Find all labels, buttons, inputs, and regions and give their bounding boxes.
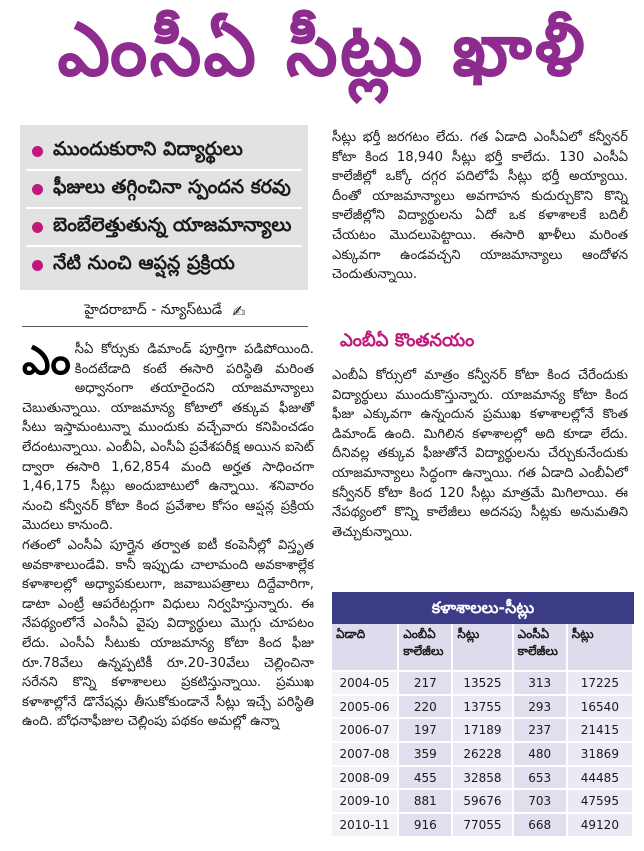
table-cell: 197 (398, 718, 452, 742)
table-cell: 703 (513, 789, 567, 813)
table-cell: 59676 (452, 789, 512, 813)
table-cell: 293 (513, 695, 567, 719)
table-cell: 668 (513, 813, 567, 836)
table-header-cell: ఏడాది (332, 624, 398, 671)
table-cell: 237 (513, 718, 567, 742)
table-title: కళాశాలలు-సీట్లు (332, 592, 634, 624)
highlights-box (20, 125, 308, 290)
table-cell: 455 (398, 766, 452, 790)
table-row (332, 813, 633, 836)
article-paragraph: ఎంబీఏ కోర్సులో మాత్రం కన్వీనర్ కోటా కింద చేరేందుకు విద్యార్థులు ముందుకొస్తున్నారు. యాజమాన్య కోటా కింద ఫీజు ఎక్కువగా ఉన్నందున ప్రముఖ కళాశాలల్లోనే కొంత డిమాండ్ ఉంది. మిగిలిన కళాశాలల్లో అది కూడా లేదు. దీనివల్ల తక్కువ ఫీజుతోనే విద్యార్థులను చేర్చుకునేందుకు యాజమాన్యాలు సిద్ధంగా ఉన్నాయి. గత ఏడాది ఎంబీఏలో కన్వీనర్ కోటా కింద 120 సీట్లు మాత్రమే మిగిలాయి. ఈ నేపథ్యంలో కొన్ని కాలేజీలు అదనపు సీట్లకు అనుమతిని తెచ్చుకున్నాయి. (332, 368, 628, 540)
table-cell: 32858 (452, 766, 512, 790)
article-right-column-top (332, 128, 628, 285)
table-row (332, 789, 633, 813)
highlight-text: బెంబేలెత్తుతున్న యాజమాన్యాలు (53, 213, 292, 236)
colleges-seats-table (332, 592, 634, 836)
table-header-cell: ఎంసీఏ కాలేజీలు (513, 624, 567, 671)
table-cell: 13755 (452, 695, 512, 719)
table-cell: 26228 (452, 742, 512, 766)
article-paragraph: సీఏ కోర్సుకు డిమాండ్ పూర్తిగా పడిపోయింది. కిందటేడాది కంటే ఈసారి పరిస్థితి మరింత అధ్వానంగా తయారైందని యాజమాన్యాలు చెబుతున్నాయి. యాజమాన్య కోటాలో తక్కువ ఫీజుతో సీటు ఇస్తామంటున్నా ముందుకు వచ్చేవారు కనిపించడం లేదంటున్నాయి. ఎంబీఏ, ఎంసీఏ ప్రవేశపరీక్ష అయిన ఐసెట్ ద్వారా ఈసారి 1,62,854 మంది అర్హత సాధించగా 1,46,175 సీట్లు అందుబాటులో ఉన్నాయి. శనివారం నుంచి కన్వీనర్ కోటా కింద ప్రవేశాల కోసం ఆప్షన్ల ప్రక్రియ మొదలు కానుంది. (22, 342, 314, 534)
table-cell: 44485 (567, 766, 633, 790)
highlight-item (26, 247, 302, 283)
table-cell: 13525 (452, 671, 512, 695)
bullet-dot-icon (32, 260, 43, 271)
table-cell: 31869 (567, 742, 633, 766)
table-row (332, 718, 633, 742)
bullet-dot-icon (32, 222, 43, 233)
table-row (332, 671, 633, 695)
table-cell: 2009-10 (332, 789, 398, 813)
table-cell: 881 (398, 789, 452, 813)
bullet-dot-icon (32, 184, 43, 195)
table-cell: 2005-06 (332, 695, 398, 719)
highlight-text: నేటి నుంచి ఆప్షన్ల ప్రక్రియ (53, 251, 235, 274)
article-paragraph: సీట్లు భర్తీ జరగటం లేదు. గత ఏడాది ఎంసీఏలో కన్వీనర్ కోటా కింద 18,940 సీట్లు భర్తీ కాలేదు. 130 ఎంసీఏ కాలేజీల్లో ఒక్కో దగ్గర పదిలోపే సీట్లు భర్తీ అయ్యాయి. దీంతో యాజమాన్యాలు అవగాహన కుదుర్చుకొని కొన్ని కాలేజీల్లోని విద్యార్థులను ఏదో ఒక కళాశాలకే బదిలీ చేయటం మొదలుపెట్టాయి. ఈసారి ఖాళీలు మరింత ఎక్కువగా ఉండవచ్చని యాజమాన్యాలు ఆందోళన చెందుతున్నాయి. (332, 130, 628, 283)
table-header-cell: ఎంబీఏ కాలేజీలు (398, 624, 452, 671)
table-cell: 2004-05 (332, 671, 398, 695)
pen-icon: ✍ (232, 301, 246, 321)
table-cell: 653 (513, 766, 567, 790)
table-header-cell: సీట్లు (452, 624, 512, 671)
headline: ఎంసీఏ సీట్లు ఖాళీ (57, 7, 587, 93)
dateline-text: హైదరాబాద్ - న్యూస్‌టుడే (84, 301, 223, 318)
table-cell: 47595 (567, 789, 633, 813)
article-left-column (22, 340, 314, 732)
table-cell: 2007-08 (332, 742, 398, 766)
highlight-item (26, 133, 302, 171)
highlight-text: ముందుకురాని విద్యార్థులు (53, 137, 243, 160)
bullet-dot-icon (32, 146, 43, 157)
table-cell: 16540 (567, 695, 633, 719)
table-cell: 77055 (452, 813, 512, 836)
table-cell: 217 (398, 671, 452, 695)
section-subheading: ఎంబీఏ కొంతనయం (340, 330, 475, 351)
data-table (332, 624, 634, 836)
article-paragraph: గతంలో ఎంసీఏ పూర్తైన తర్వాత ఐటీ కంపెనీల్లో విస్తృత అవకాశాలుండేవి. కానీ ఇప్పుడు చాలామంది అవకాశాల్లేక కళాశాలల్లో అధ్యాపకులుగా, జవాబుపత్రాలు దిద్దేవారిగా, డాటా ఎంట్రీ ఆపరేటర్లుగా విధులు నిర్వహిస్తున్నారు. ఈ నేపథ్యంలోనే ఎంసీఏ వైపు విద్యార్థులు మొగ్గు చూపటం లేదు. ఎంసీఏ సీటుకు యాజమాన్య కోటా కింద ఫీజు రూ.78వేలు ఉన్నప్పటికీ రూ.20-30వేలు చెల్లించినా సరేనని కొన్ని కళాశాలలు ప్రకటిస్తున్నాయి. ప్రముఖ కళాశాల్లోనే డొనేషన్లు తీసుకోకుండానే సీట్లు ఇచ్చే పరిస్థితి ఉంది. బోధనాఫీజుల చెల్లింపు పథకం అమల్లో ఉన్నా (22, 537, 314, 730)
table-cell: 359 (398, 742, 452, 766)
table-cell: 21415 (567, 718, 633, 742)
table-row (332, 695, 633, 719)
table-cell: 2008-09 (332, 766, 398, 790)
table-header-row (332, 624, 633, 671)
dateline (22, 296, 308, 327)
table-cell: 480 (513, 742, 567, 766)
table-cell: 2010-11 (332, 813, 398, 836)
highlight-item (26, 209, 302, 247)
table-cell: 220 (398, 695, 452, 719)
drop-cap: ఎం (22, 338, 71, 384)
highlight-text: ఫీజులు తగ్గించినా స్పందన కరవు (53, 175, 291, 198)
table-cell: 313 (513, 671, 567, 695)
table-cell: 2006-07 (332, 718, 398, 742)
table-cell: 49120 (567, 813, 633, 836)
table-row (332, 742, 633, 766)
table-cell: 17225 (567, 671, 633, 695)
highlight-item (26, 171, 302, 209)
article-right-column-mid (332, 366, 628, 542)
table-row (332, 766, 633, 790)
table-cell: 17189 (452, 718, 512, 742)
table-cell: 916 (398, 813, 452, 836)
table-header-cell: సీట్లు (567, 624, 633, 671)
